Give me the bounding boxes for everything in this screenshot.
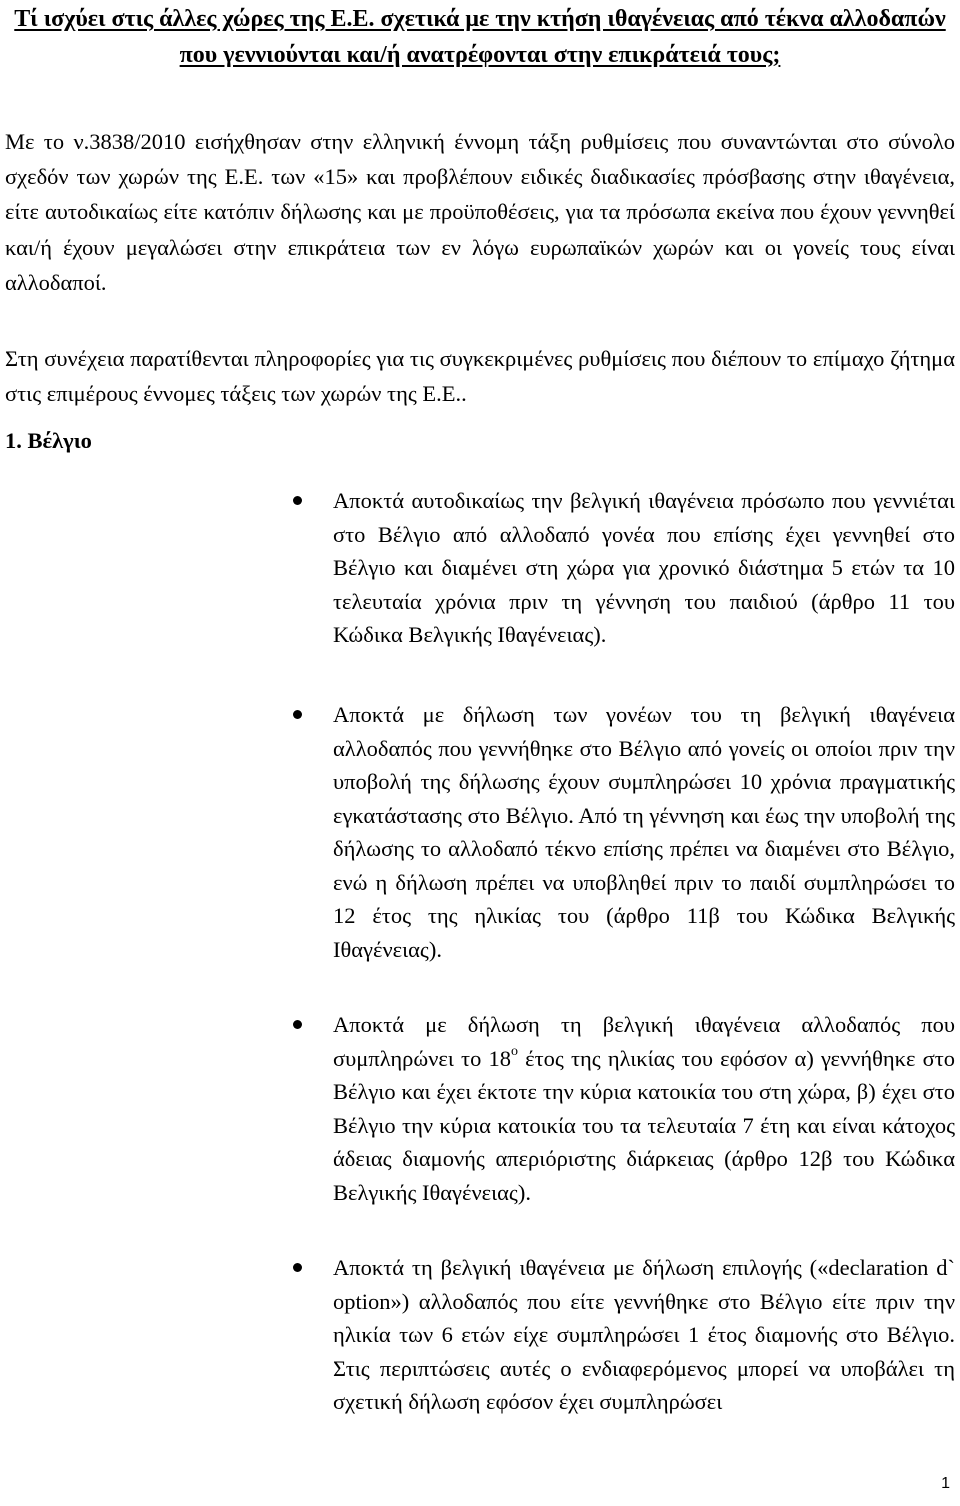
section-title-belgium: 1. Βέλγιο [5,428,92,453]
bullet-icon [293,496,302,505]
ordinal-superscript: ο [511,1043,518,1059]
context-paragraph: Στη συνέχεια παρατίθενται πληροφορίες για τις συγκεκριμένες ρυθμίσεις που διέπουν το επίμαχο ζήτημα στις επιμέρους έννομες τάξεις των χωρών της Ε.Ε.. [5,346,955,407]
document-heading: Τί ισχύει στις άλλες χώρες της Ε.Ε. σχετικά με την κτήση ιθαγένειας από τέκνα αλλοδαπών που γεννιούνται και/ή ανατρέφονται στην επικράτειά τους; [14,6,946,68]
list-item [333,698,955,966]
list-item-text-end: έτος της ηλικίας του εφόσον α) γεννήθηκε στο Βέλγιο και έχει έκτοτε την κύρια κατοικία του στη χώρα, β) έχει στο Βέλγιο την κύρια κατοικία του τα τελευταία 7 έτη και είναι κάτοχος άδειας διαμονής απεριόριστης διάρκειας (άρθρο 12β του Κώδικα Βελγικής Ιθαγένειας). [333,1045,955,1205]
page-number: 1 [941,1475,950,1492]
list-item-text-start: Αποκτά με δήλωση τη βελγική ιθαγένεια αλλοδαπός που συμπληρώνει το 18 [333,1012,955,1071]
bullet-icon [293,1263,302,1272]
list-item-text: Αποκτά τη βελγική ιθαγένεια με δήλωση επιλογής («declaration d` option») αλλοδαπός που είτε γεννήθηκε στο Βέλγιο είτε πριν την ηλικία των 6 ετών είχε συμπληρώσει 1 έτος διαμονής στο Βέλγιο. Στις περιπτώσεις αυτές ο ενδιαφερόμενος μπορεί να υποβάλει τη σχετική δήλωση εφόσον έχει συμπληρώσει [333,1255,955,1414]
list-item [333,1251,955,1419]
bullet-icon [293,710,302,719]
intro-paragraph: Με το ν.3838/2010 εισήχθησαν στην ελληνική έννομη τάξη ρυθμίσεις που συναντώνται στο σύνολο σχεδόν των χωρών της Ε.Ε. των «15» και προβλέπουν ειδικές διαδικασίες πρόσβασης στην ιθαγένεια, είτε αυτοδικαίως είτε κατόπιν δήλωσης και με προϋποθέσεις, για τα πρόσωπα εκείνα που έχουν γεννηθεί και/ή έχουν μεγαλώσει στην επικράτεια των εν λόγω ευρωπαϊκών χωρών και οι γονείς τους είναι αλλοδαποί. [5,129,955,295]
bullet-icon [293,1020,302,1029]
list-item-text: Αποκτά αυτοδικαίως την βελγική ιθαγένεια πρόσωπο που γεννιέται στο Βέλγιο από αλλοδαπό γονέα που επίσης έχει γεννηθεί στο Βέλγιο και διαμένει στη χώρα για χρονικό διάστημα 5 ετών τα 10 τελευταία χρόνια πριν τη γέννηση του παιδιού (άρθρο 11 του Κώδικα Βελγικής Ιθαγένειας). [333,488,955,647]
list-item-text: Αποκτά με δήλωση των γονέων του τη βελγική ιθαγένεια αλλοδαπός που γεννήθηκε στο Βέλγιο από γονείς οι οποίοι πριν την υποβολή της δήλωσης έχουν συμπληρώσει 10 χρόνια πραγματικής εγκατάστασης στο Βέλγιο. Από τη γέννηση και έως την υποβολή της δήλωσης το αλλοδαπό τέκνο επίσης πρέπει να διαμένει στο Βέλγιο, ενώ η δήλωση πρέπει να υποβληθεί πριν το παιδί συμπληρώσει το 12 έτος της ηλικίας του (άρθρο 11β του Κώδικα Βελγικής Ιθαγένειας). [333,702,955,962]
list-item [333,1008,955,1209]
list-item [333,484,955,652]
